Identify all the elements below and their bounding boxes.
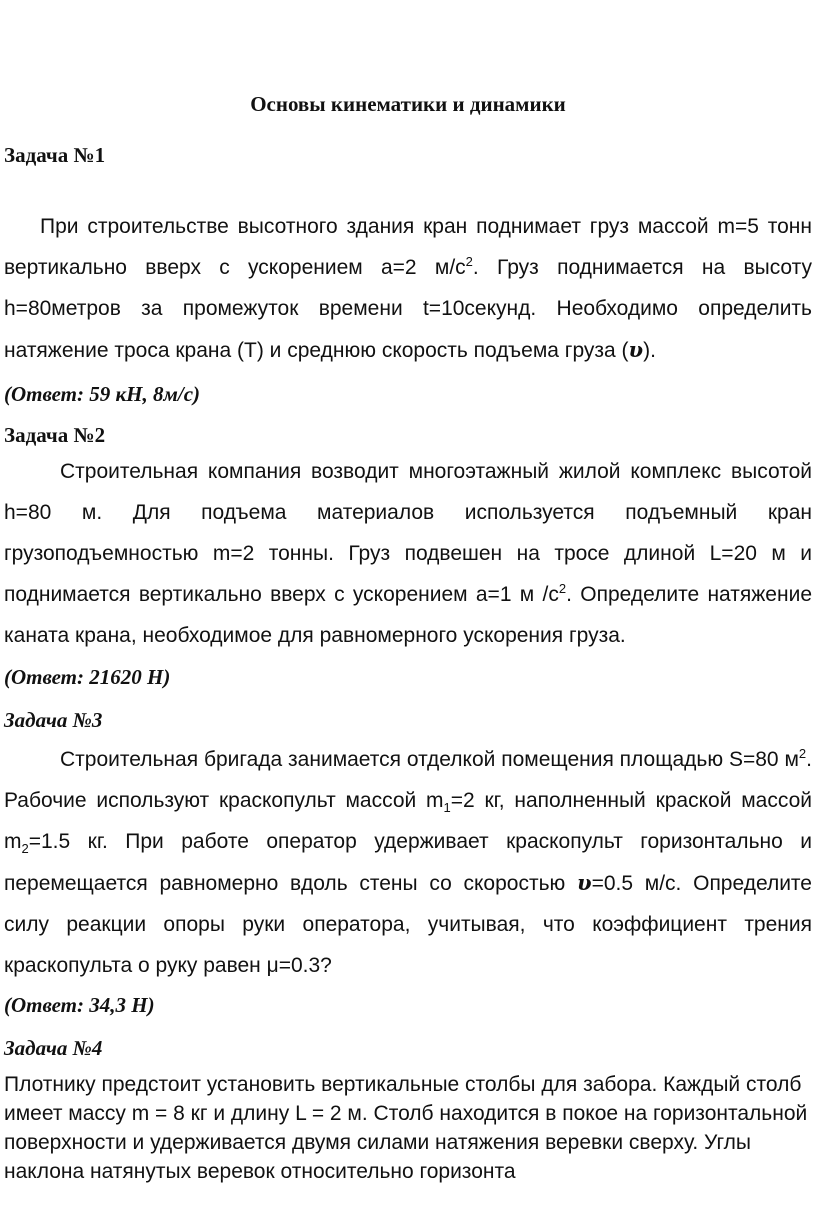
task-3-text: [4, 739, 812, 986]
task-3-text-part2: . Рабочие используют краскопульт массой m: [4, 748, 812, 812]
task-2-text-part2: . Определите натяжение каната крана, необходимое для равномерного ускорения груза.: [4, 583, 812, 647]
task-4-text: Плотнику предстоит установить вертикальные столбы для забора. Каждый столб имеет массу m = 8 кг и длину L = 2 м. Столб находится в покое на горизонтальной поверхности и удерживается двумя силами натяжения веревки сверху. Углы наклона натянутых веревок относительно горизонта: [4, 1073, 808, 1183]
task-1-text-part2: . Груз поднимается на высоту h=80метров за промежуток времени t=10секунд. Необходимо определить натяжение троса крана (T) и среднюю скорость подъема груза (: [4, 256, 813, 362]
task-1-heading: Задача №1: [4, 143, 106, 167]
task-1-text-part1: При строительстве высотного здания кран поднимает груз массой m=5 тонн вертикально вверх с ускорением а=2 м/с: [4, 215, 812, 279]
document-title: Основы кинематики и динамики: [250, 92, 566, 116]
task-4-heading: Задача №4: [4, 1036, 103, 1060]
task-3-heading: Задача №3: [4, 708, 103, 732]
task-3-subscript-2: 2: [21, 841, 29, 857]
task-3-subscript-1: 1: [443, 800, 451, 816]
task-3-answer: (Ответ: 34,3 Н): [4, 993, 155, 1017]
task-3-superscript: 2: [798, 746, 807, 761]
velocity-symbol: υ: [628, 337, 644, 362]
task-3-text-part3: =2 кг, наполненный краской массой m: [4, 789, 812, 853]
task-3-text-part5: =0.5 м/с. Определите силу реакции опоры руки оператора, учитывая, что коэффициент трения краскопульта о руку равен μ=0.3?: [4, 872, 812, 977]
task-2-heading: Задача №2: [4, 423, 106, 447]
task-1-text-part3: ).: [643, 339, 656, 362]
task-1-answer: (Ответ: 59 кН, 8м/с): [4, 382, 201, 406]
task-2-text-part1: Строительная компания возводит многоэтажный жилой комплекс высотой h=80 м. Для подъема материалов используется подъемный кран грузоподъемностью m=2 тонны. Груз подвешен на тросе длиной L=20 м и поднимается вертикально вверх с ускорением a=1 м /с: [4, 460, 812, 606]
task-3-text-part4: =1.5 кг. При работе оператор удерживает краскопульт горизонтально и перемещается равномерно вдоль стены со скоростью: [4, 830, 812, 895]
task-1-superscript: 2: [465, 254, 473, 269]
task-2-text: [4, 451, 812, 656]
task-1-text: [4, 206, 812, 371]
task-2-superscript: 2: [558, 581, 567, 596]
velocity-symbol: υ: [577, 870, 592, 895]
task-3-text-part1: Строительная бригада занимается отделкой помещения площадью S=80 м: [60, 748, 799, 771]
task-2-answer: (Ответ: 21620 Н): [4, 665, 171, 689]
